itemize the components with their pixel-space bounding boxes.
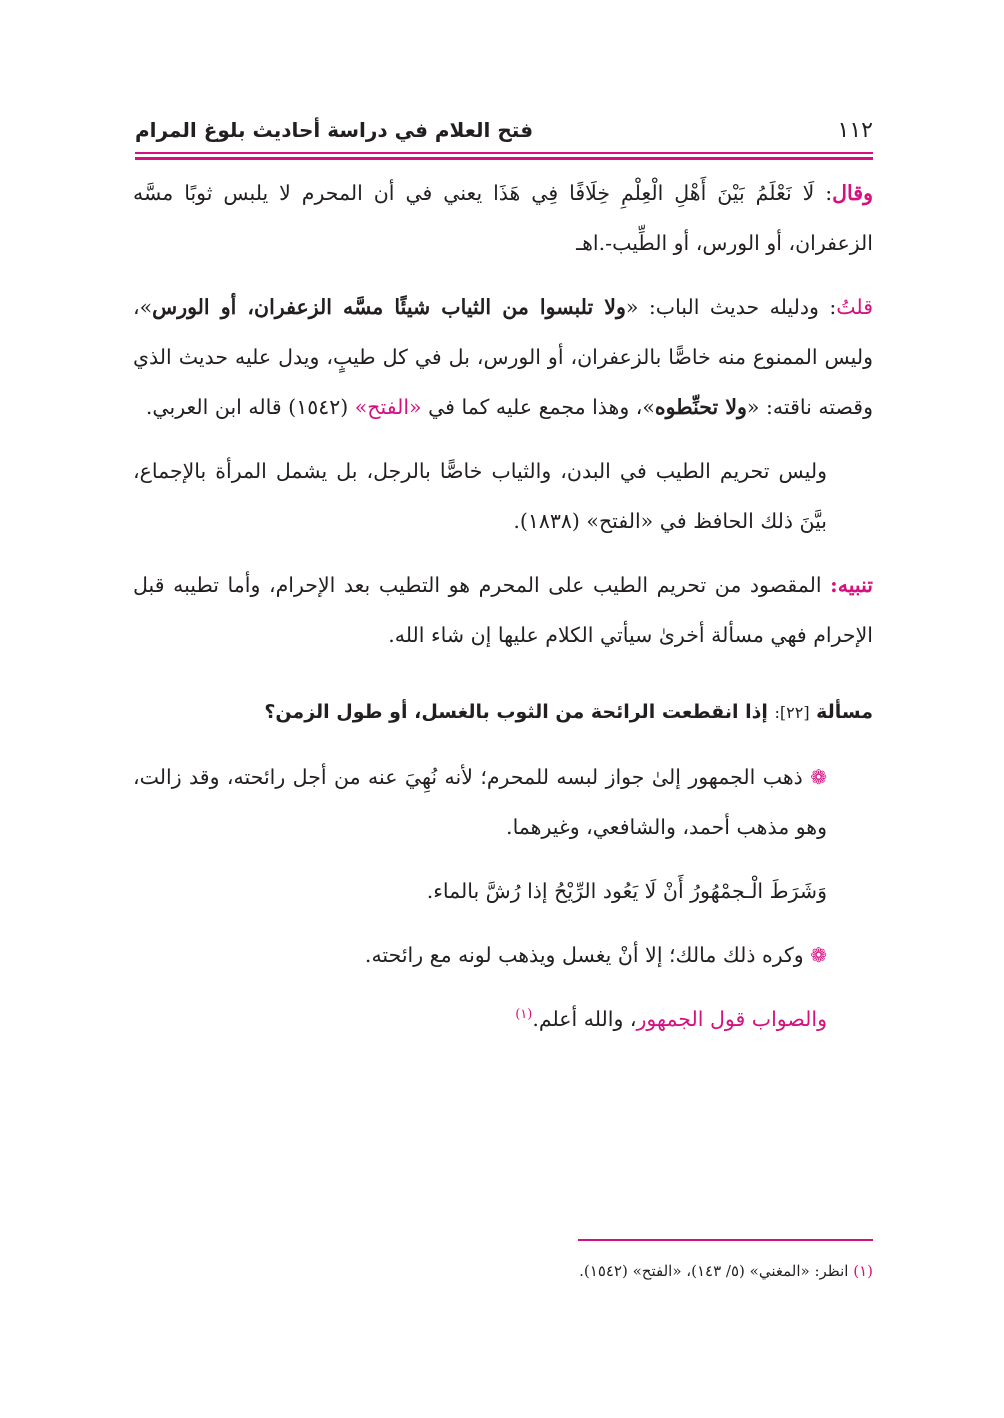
flower-bullet-icon: ❁ [810,765,827,789]
conclusion-lead: والصواب قول الجمهور [636,1007,827,1031]
flower-bullet-icon: ❁ [810,943,827,967]
said-label: وقال [832,181,873,205]
evidence-text-2: »، وليس الممنوع منه خاصًّا بالزعفران، أو الورس، بل في كل طيبٍ، ويدل عليه حديث الذي وقصته ناقته: « [133,295,873,419]
question-heading [133,686,873,738]
condition-line [133,866,873,916]
condition-text: وَشَرَطَ الْـجمْهُورُ أَنْ لَا يَعُود الرِّيْحُ إذا رُشَّ بالماء. [426,879,827,903]
paragraph-women [133,446,873,546]
page-header [135,118,873,152]
book-title: فتح العلام في دراسة أحاديث بلوغ المرام [135,118,534,142]
header-rule-thick [135,157,873,160]
i-said-label: قلتُ [836,295,873,319]
evidence-text-3: »، وهذا مجمع عليه كما في [421,395,655,419]
paragraph-quote [133,168,873,268]
footnote-text: انظر: «المغني» (٥/ ١٤٣)، «الفتح» (١٥٤٢). [579,1262,854,1280]
footnote [400,1258,873,1284]
hadith-text-1: ولا تلبسوا من الثياب شيئًا مسَّه الزعفران، أو الورس [152,295,626,319]
paragraph-note [133,560,873,660]
women-text: وليس تحريم الطيب في البدن، والثياب خاصًّا بالرجل، بل يشمل المرأة بالإجماع، بيَّنَ ذلك الحافظ في «الفتح» (١٨٣٨). [133,459,827,533]
question-label: مسألة [816,701,873,723]
conclusion-text: ، والله أعلم. [532,1007,637,1031]
note-label: تنبيه: [830,573,873,597]
footnote-marker[interactable]: (١) [515,1007,533,1023]
page-number: ١١٢ [837,118,873,143]
footnote-rule [578,1239,873,1241]
hadith-text-2: ولا تحنِّطوه [654,395,747,419]
paragraph-evidence [133,282,873,432]
question-text: إذا انقطعت الرائحة من الثوب بالغسل، أو طول الزمن؟ [264,701,775,723]
note-text: المقصود من تحريم الطيب على المحرم هو التطيب بعد الإحرام، وأما تطيبه قبل الإحرام فهي مسألة أخرىٰ سيأتي الكلام عليها إن شاء الله. [133,573,873,647]
conclusion-line [133,994,873,1044]
majority-text: ذهب الجمهور إلىٰ جواز لبسه للمحرم؛ لأنه نُهِيَ عنه من أجل رائحته، وقد زالت، وهو مذهب أحمد، والشافعي، وغيرهما. [133,765,827,839]
point-malik [133,930,873,980]
fath-reference: «الفتح» [354,395,422,419]
header-rule-thin [135,152,873,154]
evidence-text-1: : ودليله حديث الباب: « [625,295,837,319]
point-majority [133,752,873,852]
malik-text: وكره ذلك مالك؛ إلا أنْ يغسل ويذهب لونه مع رائحته. [364,943,804,967]
quote-text: : لَا نَعْلَمُ بَيْنَ أَهْلِ الْعِلْمِ خِلَافًا فِي هَذَا يعني في أن المحرم لا يلبس ثوبًا مسَّه الزعفران، أو الورس، أو الطِّيب-.اهـ [133,181,873,255]
main-text [133,168,873,1044]
evidence-text-4: (١٥٤٢) قاله ابن العربي. [145,395,355,419]
footnote-number: (١) [853,1262,873,1280]
question-number: [٢٢]: [774,703,810,722]
